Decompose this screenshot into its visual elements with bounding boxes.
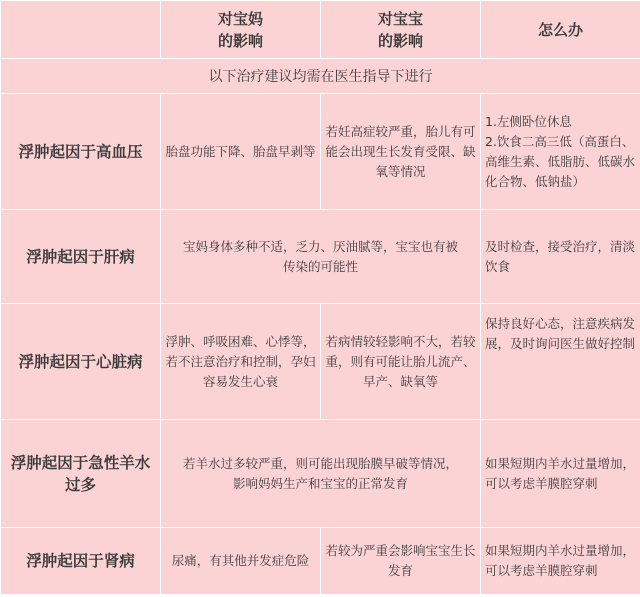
table-row [1,210,640,304]
condition-cell: 浮肿起因于高血压 [1,94,161,210]
mom-impact-cell: 尿痛，有其他并发症危险 [161,528,321,595]
condition-cell: 浮肿起因于急性羊水过多 [1,420,161,528]
baby-impact-cell: 若较为严重会影响宝宝生长发育 [321,528,481,595]
baby-impact-cell: 若妊高症较严重，胎儿有可能会出现生长发育受限、缺氧等情况 [321,94,481,210]
banner-row [1,59,640,94]
header-baby-impact: 对宝宝 的影响 [321,1,481,59]
action-cell: 保持良好心态，注意疾病发展，及时询问医生做好控制 [481,304,640,420]
action-cell: 如果短期内羊水过量增加，可以考虑羊膜腔穿刺 [481,528,640,595]
table-row [1,304,640,420]
action-cell: 如果短期内羊水过量增加，可以考虑羊膜腔穿刺 [481,420,640,528]
treatment-disclaimer-banner: 以下治疗建议均需在医生指导下进行 [1,59,640,94]
header-mom-impact: 对宝妈 的影响 [161,1,321,59]
table-row [1,420,640,528]
mom-impact-cell: 胎盘功能下降、胎盘早剥等 [161,94,321,210]
header-corner [1,1,161,59]
combined-impact-cell: 宝妈身体多种不适，乏力、厌油腻等，宝宝也有被传染的可能性 [161,210,481,304]
header-what-to-do: 怎么办 [481,1,640,59]
condition-cell: 浮肿起因于肾病 [1,528,161,595]
condition-cell: 浮肿起因于心脏病 [1,304,161,420]
baby-impact-cell: 若病情较轻影响不大，若较重，则有可能让胎儿流产、早产、缺氧等 [321,304,481,420]
action-cell: 1.左侧卧位休息 2.饮食二高三低（高蛋白、高维生素、低脂肪、低碳水化合物、低钠盐） [481,94,640,210]
condition-cell: 浮肿起因于肝病 [1,210,161,304]
combined-impact-cell: 若羊水过多较严重，则可能出现胎膜早破等情况，影响妈妈生产和宝宝的正常发育 [161,420,481,528]
mom-impact-cell: 浮肿、呼吸困难、心悸等，若不注意治疗和控制，孕妇容易发生心衰 [161,304,321,420]
table-row [1,528,640,595]
header-row [1,1,640,59]
table-row [1,94,640,210]
action-cell: 及时检查，接受治疗，清淡饮食 [481,210,640,304]
